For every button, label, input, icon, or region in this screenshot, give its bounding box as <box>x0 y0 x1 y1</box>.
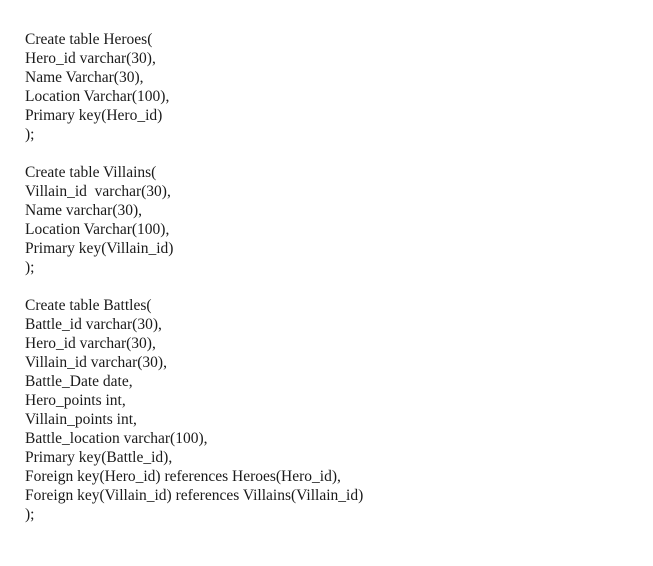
code-line: Battle_Date date, <box>25 373 133 390</box>
villains-table-block <box>25 163 363 277</box>
code-line: Primary key(Battle_id), <box>25 449 173 466</box>
code-line: Create table Battles( <box>25 297 152 314</box>
code-line: Foreign key(Hero_id) references Heroes(Hero_id), <box>25 468 341 485</box>
code-line: Primary key(Hero_id) <box>25 107 163 124</box>
code-line: Location Varchar(100), <box>25 221 170 238</box>
code-line: Hero_id varchar(30), <box>25 335 156 352</box>
code-line: Name Varchar(30), <box>25 69 144 86</box>
code-line: ); <box>25 506 35 523</box>
code-line: Battle_id varchar(30), <box>25 316 162 333</box>
code-line: Location Varchar(100), <box>25 88 170 105</box>
code-line: Battle_location varchar(100), <box>25 430 208 447</box>
code-line: ); <box>25 126 35 143</box>
sql-document <box>25 30 363 543</box>
code-line: Hero_points int, <box>25 392 126 409</box>
code-line: Primary key(Villain_id) <box>25 240 174 257</box>
code-line: Foreign key(Villain_id) references Villains(Villain_id) <box>25 487 364 504</box>
code-line: Villain_id varchar(30), <box>25 354 167 371</box>
code-line: Villain_id varchar(30), <box>25 183 171 200</box>
code-line: Hero_id varchar(30), <box>25 50 156 67</box>
code-line: ); <box>25 259 35 276</box>
heroes-table-block <box>25 30 363 144</box>
battles-table-block <box>25 296 363 524</box>
code-line: Create table Villains( <box>25 164 157 181</box>
code-line: Create table Heroes( <box>25 31 153 48</box>
code-line: Name varchar(30), <box>25 202 143 219</box>
code-line: Villain_points int, <box>25 411 137 428</box>
